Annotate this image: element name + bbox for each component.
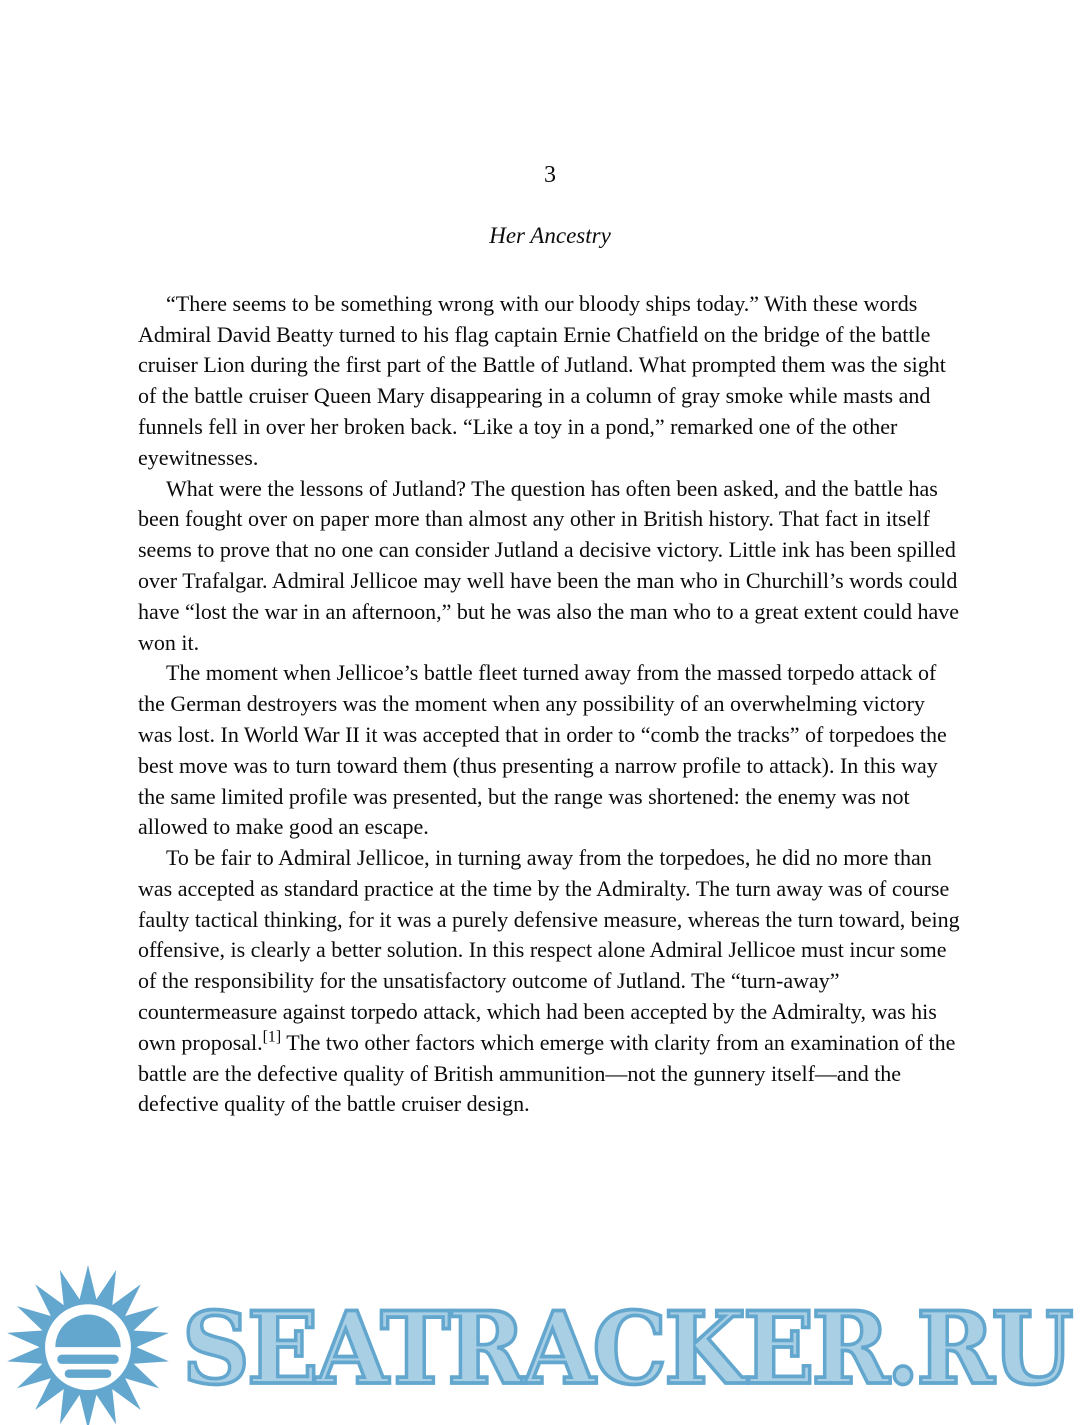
watermark [0, 1259, 1080, 1425]
body-text [138, 289, 962, 1121]
paragraph-text: The two other factors which emerge with clarity from an examination of the battle are the defective quality of British ammunition—not the gunnery itself—and the defective quality of the battle cruiser design. [138, 1029, 956, 1117]
chapter-title: Her Ancestry [489, 223, 611, 248]
paragraph-text: To be fair to Admiral Jellicoe, in turning away from the torpedoes, he did no more than was accepted as standard practice at the time by the Admiralty. The turn away was of course faulty tactical thinking, for it was a purely defensive measure, whereas the turn toward, being offensive, is clearly a better solution. In this respect alone Admiral Jellicoe must incur some of the responsibility for the unsatisfactory outcome of Jutland. The “turn-away” countermeasure against torpedo attack, which had been accepted by the Admiralty, was his own proposal. [138, 845, 960, 1055]
paragraph: What were the lessons of Jutland? The question has often been asked, and the battle has been fought over on paper more than almost any other in British history. That fact in itself seems to prove that no one can consider Jutland a decisive victory. Little ink has been spilled over Trafalgar. Admiral Jellicoe may well have been the man who in Churchill’s words could have “lost the war in an afternoon,” but he was also the man who to a great extent could have won it. [138, 475, 960, 655]
sun-burst-icon [4, 1265, 172, 1425]
page-content [138, 0, 962, 1120]
paragraph [138, 843, 962, 1120]
paragraph: The moment when Jellicoe’s battle fleet turned away from the massed torpedo attack of the German destroyers was the moment when any possibility of an overwhelming victory was lost. In World War II it was accepted that in order to “comb the tracks” of torpedoes the best move was to turn toward them (thus presenting a narrow profile to attack). In this way the same limited profile was presented, but the range was shortened: the enemy was not allowed to make good an escape. [138, 660, 947, 840]
footnote-ref-1[interactable]: [1] [262, 1028, 282, 1046]
paragraph: “There seems to be something wrong with our bloody ships today.” With these words Admiral David Beatty turned to his flag captain Ernie Chatfield on the bridge of the battle cruiser Lion during the first part of the Battle of Jutland. What prompted them was the sight of the battle cruiser Queen Mary disappearing in a column of gray smoke while masts and funnels fell in over her broken back. “Like a toy in a pond,” remarked one of the other eyewitnesses. [138, 290, 946, 470]
watermark-site-text: SEATRACKER.RU [182, 1290, 1071, 1408]
chapter-number: 3 [544, 162, 556, 188]
